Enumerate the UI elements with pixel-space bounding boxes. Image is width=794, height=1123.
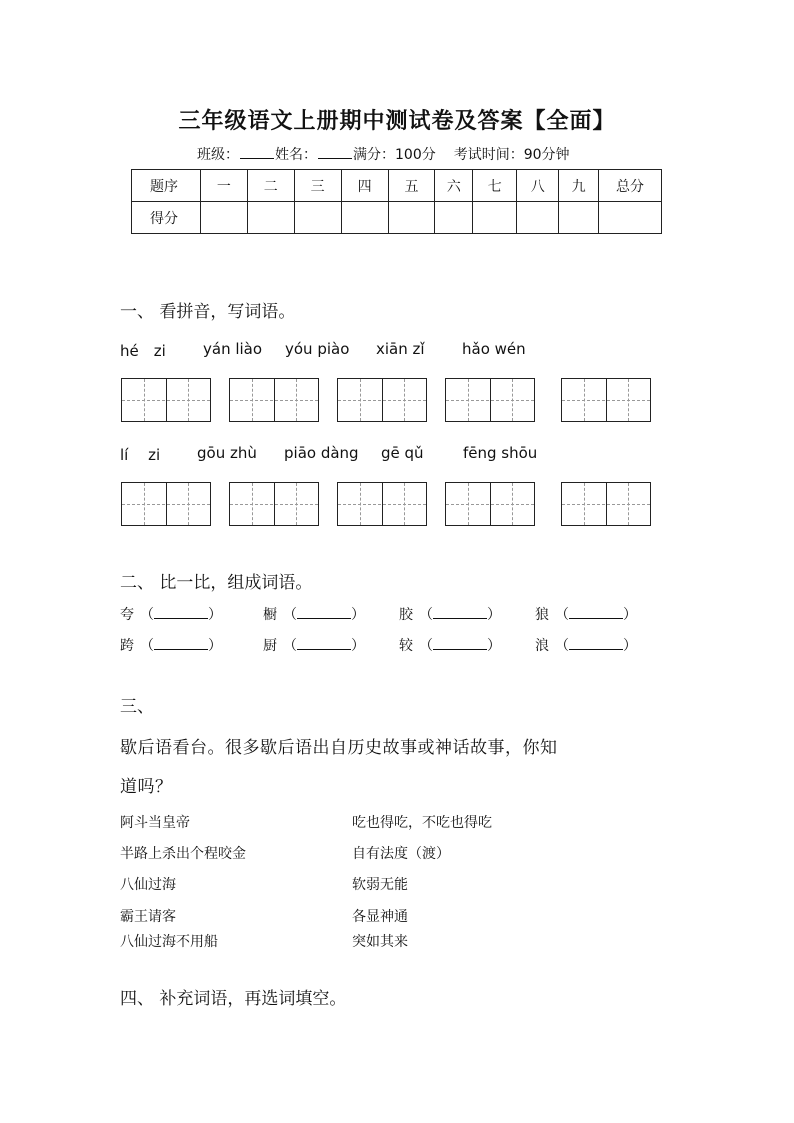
page-title: 三年级语文上册期中测试卷及答案【全面】 bbox=[178, 108, 616, 134]
score-cell[interactable] bbox=[559, 202, 599, 234]
section4-heading: 四、 补充词语，再选词填空。 bbox=[120, 989, 347, 1009]
class-blank[interactable] bbox=[240, 146, 274, 159]
score-cell[interactable] bbox=[247, 202, 294, 234]
compare-item: 较 （ ） bbox=[399, 638, 501, 654]
table-header-cell: 一 bbox=[200, 170, 247, 202]
writing-grid[interactable] bbox=[445, 378, 535, 422]
table-header-cell: 八 bbox=[517, 170, 559, 202]
pinyin-8: piāo dàng bbox=[284, 444, 359, 462]
writing-grid[interactable] bbox=[561, 378, 651, 422]
pinyin-7: gōu zhù bbox=[197, 444, 257, 462]
xiehouyu-left[interactable]: 霸王请客 bbox=[120, 909, 176, 925]
compare-item: 橱 （ ） bbox=[263, 607, 365, 623]
writing-grid[interactable] bbox=[229, 378, 319, 422]
compare-item: 狼 （ ） bbox=[535, 607, 637, 623]
score-cell[interactable] bbox=[435, 202, 473, 234]
answer-blank[interactable] bbox=[297, 637, 351, 650]
writing-grid[interactable] bbox=[337, 482, 427, 526]
writing-grid[interactable] bbox=[445, 482, 535, 526]
writing-grid[interactable] bbox=[561, 482, 651, 526]
xiehouyu-right[interactable]: 吃也得吃，不吃也得吃 bbox=[352, 815, 492, 831]
pinyin-10: fēng shōu bbox=[463, 444, 538, 462]
pinyin-5: hǎo wén bbox=[462, 340, 526, 358]
writing-grid[interactable] bbox=[229, 482, 319, 526]
xiehouyu-right[interactable]: 突如其来 bbox=[352, 934, 408, 950]
score-cell[interactable] bbox=[200, 202, 247, 234]
table-header-cell: 七 bbox=[473, 170, 517, 202]
answer-blank[interactable] bbox=[433, 637, 487, 650]
table-header-cell: 九 bbox=[559, 170, 599, 202]
section3-heading: 三、 bbox=[120, 697, 154, 717]
pinyin-4: xiān zǐ bbox=[376, 340, 425, 358]
pinyin-9: gē qǔ bbox=[381, 444, 424, 462]
exam-info bbox=[197, 144, 570, 164]
table-header-cell: 六 bbox=[435, 170, 473, 202]
score-cell[interactable] bbox=[517, 202, 559, 234]
answer-blank[interactable] bbox=[154, 606, 208, 619]
score-row-label: 得分 bbox=[132, 202, 201, 234]
table-header-cell: 题序 bbox=[132, 170, 201, 202]
answer-blank[interactable] bbox=[569, 606, 623, 619]
section3-intro-line2: 道吗？ bbox=[120, 777, 173, 797]
answer-blank[interactable] bbox=[297, 606, 351, 619]
answer-blank[interactable] bbox=[569, 637, 623, 650]
xiehouyu-left[interactable]: 八仙过海不用船 bbox=[120, 934, 218, 950]
compare-item: 厨 （ ） bbox=[263, 638, 365, 654]
name-blank[interactable] bbox=[318, 146, 352, 159]
score-cell[interactable] bbox=[473, 202, 517, 234]
writing-grid[interactable] bbox=[337, 378, 427, 422]
xiehouyu-right[interactable]: 软弱无能 bbox=[352, 877, 408, 893]
class-label: 班级： bbox=[197, 147, 239, 163]
score-cell[interactable] bbox=[599, 202, 662, 234]
name-label: 姓名： bbox=[275, 147, 317, 163]
pinyin-2: yán liào bbox=[203, 340, 263, 358]
pinyin-1: hé zi bbox=[120, 342, 166, 360]
exam-time: 考试时间：90分钟 bbox=[453, 147, 570, 163]
score-header-row bbox=[132, 170, 662, 202]
pinyin-6: lí zi bbox=[120, 446, 161, 464]
xiehouyu-right[interactable]: 各显神通 bbox=[352, 909, 408, 925]
table-header-cell: 二 bbox=[247, 170, 294, 202]
table-header-cell: 总分 bbox=[599, 170, 662, 202]
pinyin-3: yóu piào bbox=[285, 340, 350, 358]
compare-item: 浪 （ ） bbox=[535, 638, 637, 654]
answer-blank[interactable] bbox=[154, 637, 208, 650]
writing-grid[interactable] bbox=[121, 482, 211, 526]
section2-heading: 二、 比一比，组成词语。 bbox=[120, 573, 313, 593]
score-table bbox=[131, 169, 662, 234]
score-cell[interactable] bbox=[388, 202, 435, 234]
table-header-cell: 四 bbox=[341, 170, 388, 202]
writing-grid[interactable] bbox=[121, 378, 211, 422]
compare-item: 胶 （ ） bbox=[399, 607, 501, 623]
table-header-cell: 五 bbox=[388, 170, 435, 202]
compare-item: 夸 （ ） bbox=[120, 607, 222, 623]
section1-heading: 一、 看拼音，写词语。 bbox=[120, 302, 296, 322]
answer-blank[interactable] bbox=[433, 606, 487, 619]
score-cell[interactable] bbox=[341, 202, 388, 234]
full-marks: 满分：100分 bbox=[353, 147, 436, 163]
xiehouyu-left[interactable]: 半路上杀出个程咬金 bbox=[120, 846, 246, 862]
score-cell[interactable] bbox=[294, 202, 341, 234]
xiehouyu-right[interactable]: 自有法度（渡） bbox=[352, 846, 450, 862]
xiehouyu-left[interactable]: 阿斗当皇帝 bbox=[120, 815, 190, 831]
section3-intro-line1: 歇后语看台。很多歇后语出自历史故事或神话故事，你知 bbox=[120, 738, 558, 758]
compare-item: 跨 （ ） bbox=[120, 638, 222, 654]
xiehouyu-left[interactable]: 八仙过海 bbox=[120, 877, 176, 893]
table-header-cell: 三 bbox=[294, 170, 341, 202]
score-row bbox=[132, 202, 662, 234]
